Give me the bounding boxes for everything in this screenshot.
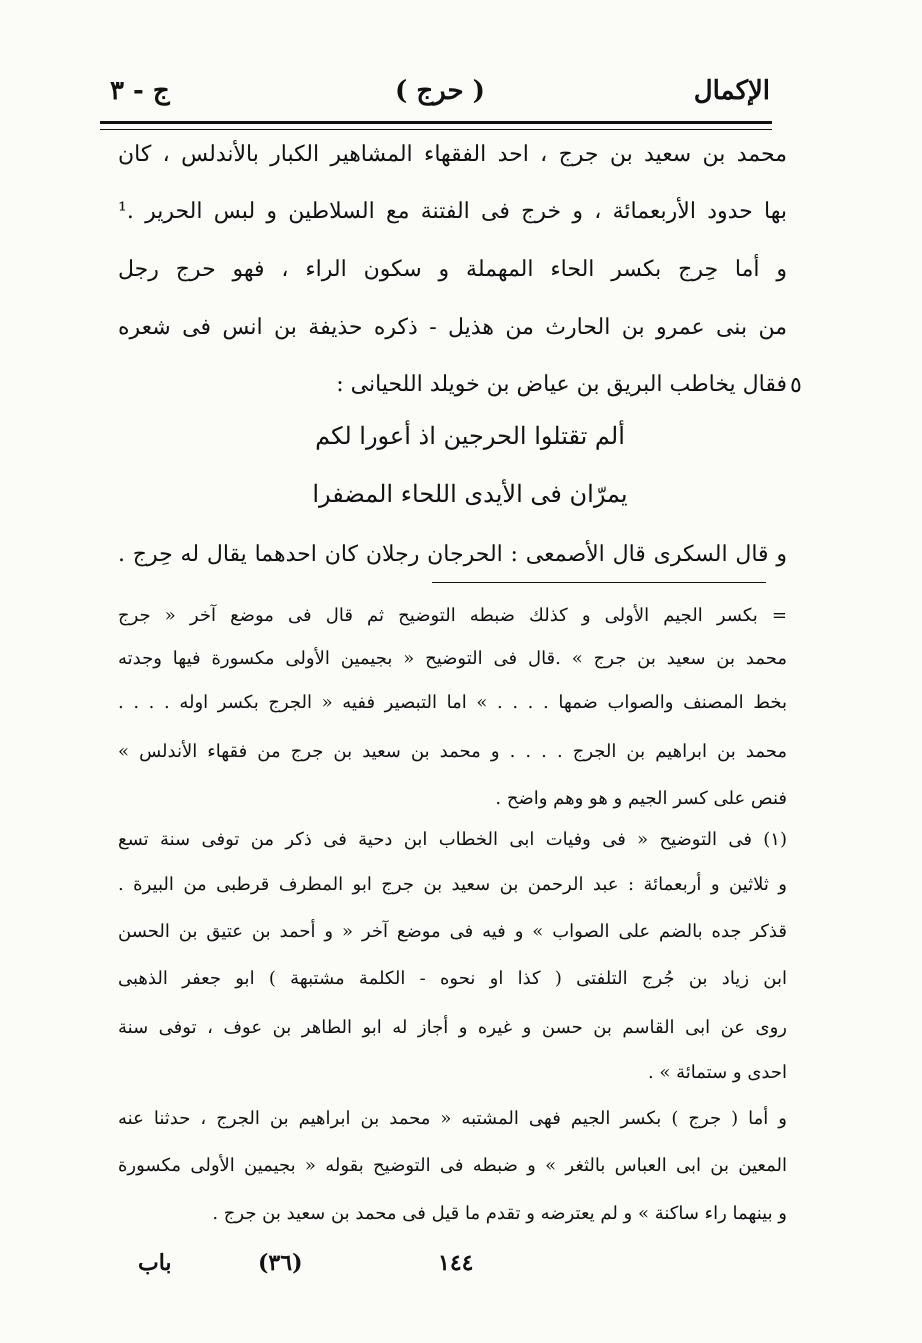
footnote-line: و بينهما راء ساكنة » و لم يعترضه و تقدم ما قيل فى محمد بن سعيد بن جرج . bbox=[212, 1203, 787, 1224]
body-line: محمد بن سعيد بن جرج ، احد الفقهاء المشاهير الكبار بالأندلس ، كان bbox=[118, 142, 787, 167]
entry-heading: ( حرج ) bbox=[395, 76, 485, 106]
footnote-line: قذكر جده بالضم على الصواب » و فيه فى موضع آخر « و أحمد بن عتيق بن الحسن bbox=[118, 921, 787, 942]
footnote-line: ابن زياد بن جُرج التلفتى ( كذا او نحوه - الكلمة مشتبهة ) ابو جعفر الذهبى bbox=[118, 968, 787, 989]
body-line: و قال السكرى قال الأصمعى : الحرجان رجلان كان احدهما يقال له حِرج . bbox=[118, 542, 787, 567]
header-rule-thin bbox=[100, 129, 772, 130]
footnote-line: محمد بن سعيد بن جرج » .قال فى التوضيح « بجيمين الأولى مكسورة فيها وجدته bbox=[118, 648, 787, 669]
footnote-line: احدى و ستمائة » . bbox=[647, 1062, 787, 1083]
body-line: و أما حِرج بكسر الحاء المهملة و سكون الراء ، فهو حرج رجل bbox=[118, 257, 787, 282]
running-header bbox=[110, 76, 770, 120]
chapter-label: باب bbox=[138, 1250, 172, 1276]
footnote-line: فنص على كسر الجيم و هو وهم واضح . bbox=[495, 788, 787, 809]
header-rule-thick bbox=[100, 121, 772, 124]
footnote-line: و أما ( جرج ) بكسر الجيم فهى المشتبه « محمد بن ابراهيم بن الجرج ، حدثنا عنه bbox=[118, 1108, 787, 1129]
footnote-separator bbox=[432, 582, 766, 583]
verse-line: يمرّان فى الأيدى اللحاء المضفرا bbox=[312, 480, 628, 508]
footnote-line: المعين بن ابى العباس بالثغر » و ضبطه فى التوضيح بقوله « بجيمين الأولى مكسورة bbox=[118, 1155, 787, 1176]
footnote-line: بخط المصنف والصواب ضمها . . . . » اما التبصير ففيه « الجرج بكسر اوله . . . . bbox=[118, 692, 787, 713]
footnote-line: روى عن ابى القاسم بن حسن و غيره و أجاز له ابو الطاهر بن عوف ، توفى سنة bbox=[118, 1017, 787, 1038]
volume-label: ج - ٣ bbox=[110, 76, 170, 106]
verse-line: ألم تقتلوا الحرجين اذ أعورا لكم bbox=[315, 422, 625, 450]
body-line: بها حدود الأربعمائة ، و خرج فى الفتنة مع السلاطين و لبس الحرير .¹ bbox=[118, 199, 787, 224]
line-number: ٥ bbox=[790, 373, 802, 398]
footnote-line: و ثلاثين و أربعمائة : عبد الرحمن بن سعيد بن جرج ابو المطرف قرطبى من البيرة . bbox=[118, 874, 787, 895]
page-number: ١٤٤ bbox=[438, 1250, 474, 1276]
section-number: (٣٦) bbox=[258, 1250, 303, 1276]
footnote-line: = بكسر الجيم الأولى و كذلك ضبطه التوضيح ثم قال فى موضع آخر « جرج bbox=[118, 605, 787, 626]
body-line: من بنى عمرو بن الحارث من هذيل - ذكره حذيفة بن انس فى شعره bbox=[118, 315, 787, 340]
footnote-line: (١) فى التوضيح « فى وفيات ابى الخطاب ابن دحية فى ذكر من توفى سنة تسع bbox=[118, 829, 787, 850]
body-line: فقال يخاطب البريق بن عياض بن خويلد اللحيانى : bbox=[336, 372, 787, 397]
footnote-line: محمد بن ابراهيم بن الجرج . . . . و محمد بن سعيد بن جرج من فقهاء الأندلس » bbox=[118, 741, 787, 762]
book-title: الإكمال bbox=[693, 76, 770, 106]
